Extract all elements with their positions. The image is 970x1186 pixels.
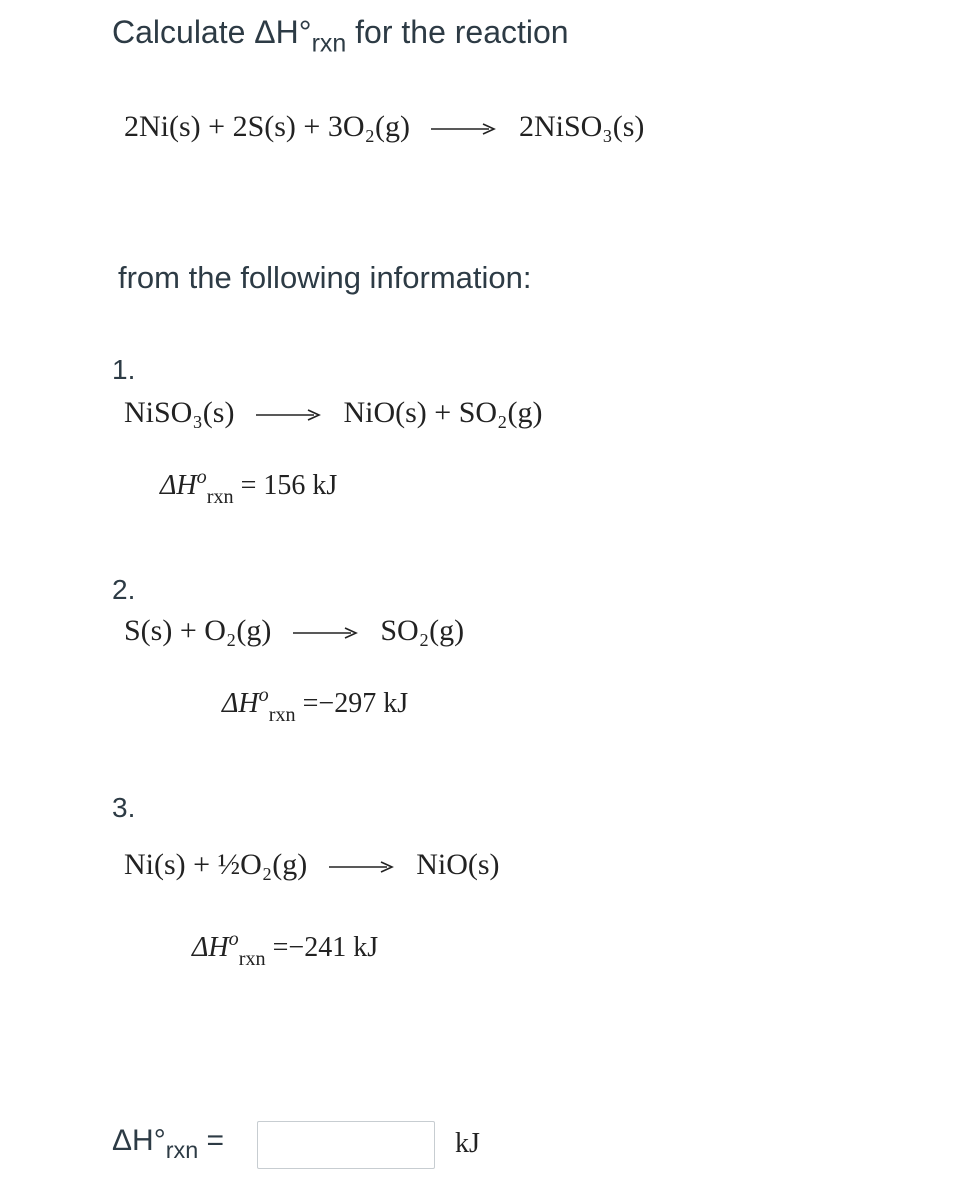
delta-h-symbol: ΔH	[160, 470, 197, 502]
answer-label-prefix: ΔH°	[112, 1124, 166, 1157]
delta-h-rxn: rxn	[238, 948, 266, 971]
right-arrow-icon	[293, 625, 359, 641]
step-2-products: SO₂(g)	[380, 614, 465, 647]
answer-label-suffix: =	[198, 1124, 225, 1157]
step-1-delta-h	[160, 466, 337, 509]
answer-label-sub: rxn	[165, 1137, 199, 1164]
main-reaction-reactants: 2Ni(s) + 2S(s) + 3O₂(g)	[124, 110, 410, 143]
step-2-number: 2.	[112, 574, 136, 605]
right-arrow-icon	[431, 121, 497, 137]
main-reaction	[124, 110, 644, 144]
question-header	[112, 14, 569, 59]
answer-input[interactable]	[257, 1121, 435, 1169]
info-intro: from the following information:	[118, 260, 532, 295]
main-reaction-products: 2NiSO₃(s)	[518, 110, 645, 143]
answer-unit: kJ	[455, 1128, 480, 1159]
delta-h-sup: o	[228, 928, 239, 950]
step-2-delta-h	[222, 684, 408, 727]
step-1-delta-h-value: = 156 kJ	[240, 470, 338, 502]
delta-h-symbol: ΔH	[192, 932, 229, 964]
header-prefix: Calculate ΔH°	[112, 14, 312, 50]
step-2-reactants: S(s) + O₂(g)	[124, 614, 272, 647]
step-3-reaction	[124, 848, 500, 882]
header-suffix: for the reaction	[346, 14, 569, 50]
step-1-reactants: NiSO₃(s)	[124, 396, 235, 429]
delta-h-sup: o	[258, 684, 269, 706]
step-3-reactants: Ni(s) + ½O₂(g)	[124, 848, 308, 881]
step-3-products: NiO(s)	[416, 848, 500, 881]
header-sub: rxn	[311, 29, 347, 58]
delta-h-sup: o	[196, 466, 207, 488]
delta-h-rxn: rxn	[206, 486, 234, 509]
step-1-number: 1.	[112, 354, 136, 385]
delta-h-rxn: rxn	[268, 704, 296, 727]
step-3-delta-h	[192, 928, 378, 971]
step-1-reaction	[124, 396, 543, 430]
delta-h-symbol: ΔH	[222, 688, 259, 720]
step-1-products: NiO(s) + SO₂(g)	[343, 396, 543, 429]
step-2-reaction	[124, 614, 464, 648]
step-3-delta-h-value: =−241 kJ	[272, 932, 379, 964]
right-arrow-icon	[256, 407, 322, 423]
right-arrow-icon	[329, 859, 395, 875]
answer-label	[112, 1124, 224, 1164]
step-3-number: 3.	[112, 792, 136, 823]
step-2-delta-h-value: =−297 kJ	[302, 688, 409, 720]
